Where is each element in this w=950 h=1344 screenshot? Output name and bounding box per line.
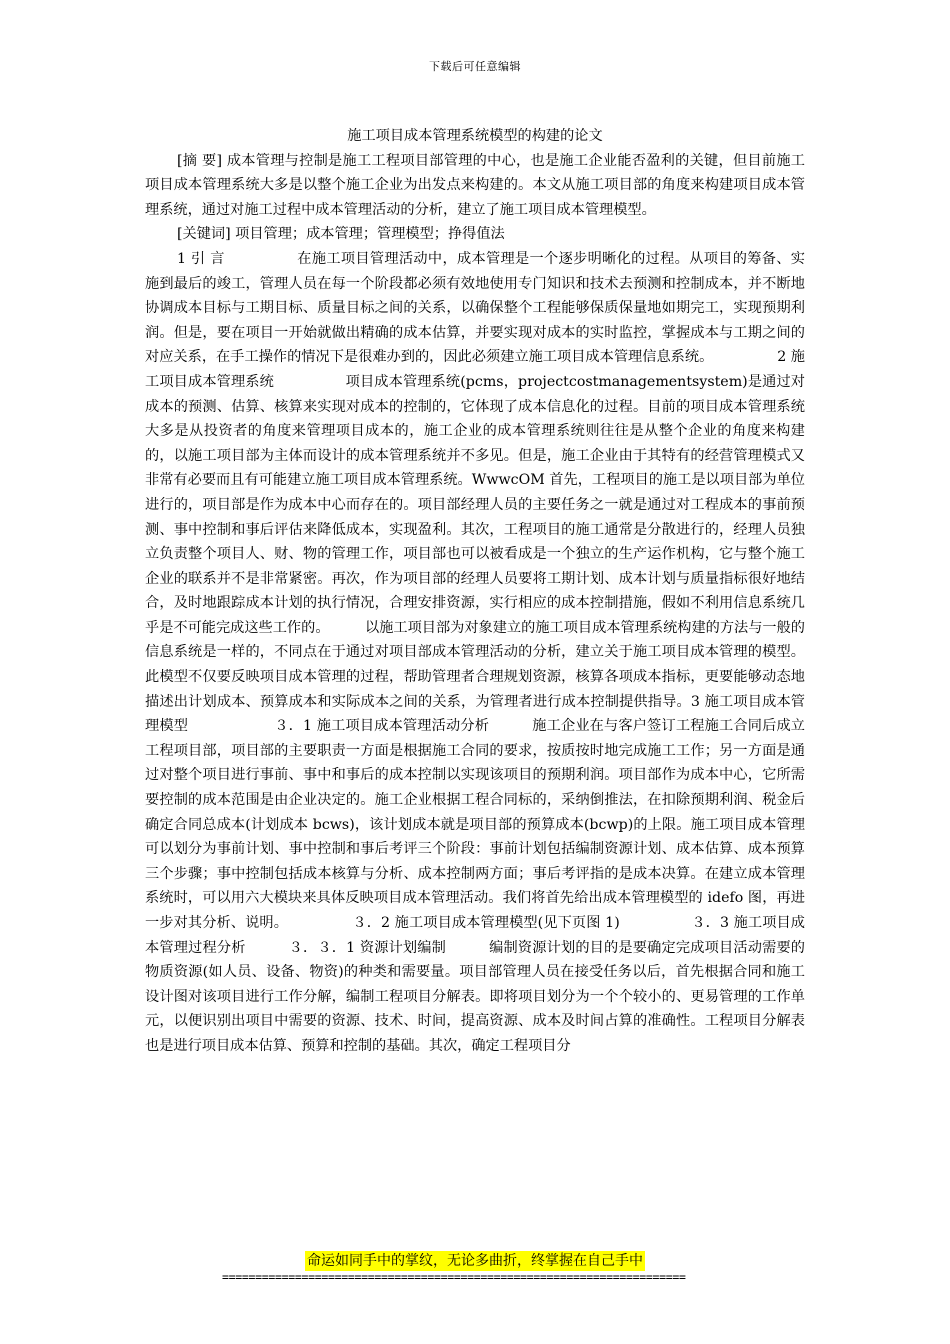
main-text: 1 引 言 在施工项目管理活动中，成本管理是一个逐步明晰化的过程。从项目的筹备、实施到最后的竣工，管理人员在每一个阶段都必须有效地使用专门知识和技术去预测和控制成本，并不断地协调成本目标与工期目标、质量目标之间的关系，以确保整个工程能够保质保量地如期完工，实现预期利润。但是，要在项目一开始就做出精确的成本估算，并要实现对成本的实时监控，掌握成本与工期之间的对应关系，在手工操作的情况下是很难办到的，因此必须建立施工项目成本管理信息系统。 2 施工项目成本管理系统 项目成本管理系统(pcms，projectcostmanagementsystem)是通过对成本的预测、估算、核算来实现对成本的控制的，它体现了成本信息化的过程。目前的项目成本管理系统大多是从投资者的角度来管理项目成本的，施工企业的成本管理系统则往往是从整个企业的角度来构建的，以施工项目部为主体而设计的成本管理系统并不多见。但是，施工企业由于其特有的经营管理模式又非常有必要而且有可能建立施工项目成本管理系统。WwwcOM 首先，工程项目的施工是以项目部为单位进行的，项目部是作为成本中心而存在的。项目部经理人员的主要任务之一就是通过对工程成本的事前预测、事中控制和事后评估来降低成本，实现盈利。其次，工程项目的施工通常是分散进行的，经理人员独立负责整个项目人、财、物的管理工作，项目部也可以被看成是一个独立的生产运作机构，它与整个施工企业的联系并不是非常紧密。再次，作为项目部的经理人员要将工期计划、成本计划与质量指标很好地结合，及时地跟踪成本计划的执行情况，合理安排资源，实行相应的成本控制措施，假如不利用信息系统几乎是不可能完成这些工作的。 以施工项目部为对象建立的施工项目成本管理系统构建的方法与一般的信息系统是一样的，不同点在于通过对项目部成本管理活动的分析，建立关于施工项目成本管理的模型。此模型不仅要反映项目成本管理的过程，帮助管理者合理规划资源，核算各项成本指标，更要能够动态地描述出计划成本、预算成本和实际成本之间的关系，为管理者进行成本控制提供指导。3 施工项目成本管理模型 ３．1 施工项目成本管理活动分析 施工企业在与客户签订工程施工合同后成立工程项目部，项目部的主要职责一方面是根据施工合同的要求，按质按时地完成施工工作；另一方面是通过对整个项目进行事前、事中和事后的成本控制以实现该项目的预期利润。项目部作为成本中心，它所需要控制的成本范围是由企业决定的。施工企业根据工程合同标的，采纳倒推法，在扣除预期利润、税金后确定合同总成本(计划成本 bcws)，该计划成本就是项目部的预算成本(bcwp)的上限。施工项目成本管理可以划分为事前计划、事中控制和事后考评三个阶段：事前计划包括编制资源计划、成本估算、成本预算三个步骤；事中控制包括成本核算与分析、成本控制两方面；事后考评指的是成本决算。在建立成本管理系统时，可以用六大模块来具体反映项目成本管理活动。我们将首先给出成本管理模型的 idefo 图，再进一步对其分析、说明。 ３．2 施工项目成本管理模型(见下页图 1) ３．3 施工项目成本管理过程分析 ３．３．1 资源计划编制 编制资源计划的目的是要确定完成项目活动需要的物质资源(如人员、设备、物资)的种类和需要量。项目部管理人员在接受任务以后，首先根据合同和施工设计图对该项目进行工作分解，编制工程项目分解表。即将项目划分为一个个较小的、更易管理的工作单元，以便识别出项目中需要的资源、技术、时间，提高资源、成本及时间占算的准确性。工程项目分解表也是进行项目成本估算、预算和控制的基础。其次，确定工程项目分 [145,250,805,1054]
keywords-paragraph: [关键词] 项目管理；成本管理；管理模型；挣得值法 [177,226,505,243]
abstract-paragraph: [摘 要] 成本管理与控制是施工工程项目部管理的中心，也是施工企业能否盈利的关键，但目前施工项目成本管理系统大多是以整个施工企业为出发点来构建的。本文从施工项目部的角度来构建项目成本管理系统，通过对施工过程中成本管理活动的分析，建立了施工项目成本管理模型。 [145,152,805,218]
footer-divider: ====================================================================== [222,1270,686,1284]
footer [0,1250,950,1271]
document-body [145,124,805,1059]
footer-motto: 命运如同手中的掌纹，无论多曲折，终掌握在自己手中 [307,1253,643,1269]
document-title: 施工项目成本管理系统模型的构建的论文 [347,128,603,144]
page-header-note: 下载后可任意编辑 [429,60,521,73]
